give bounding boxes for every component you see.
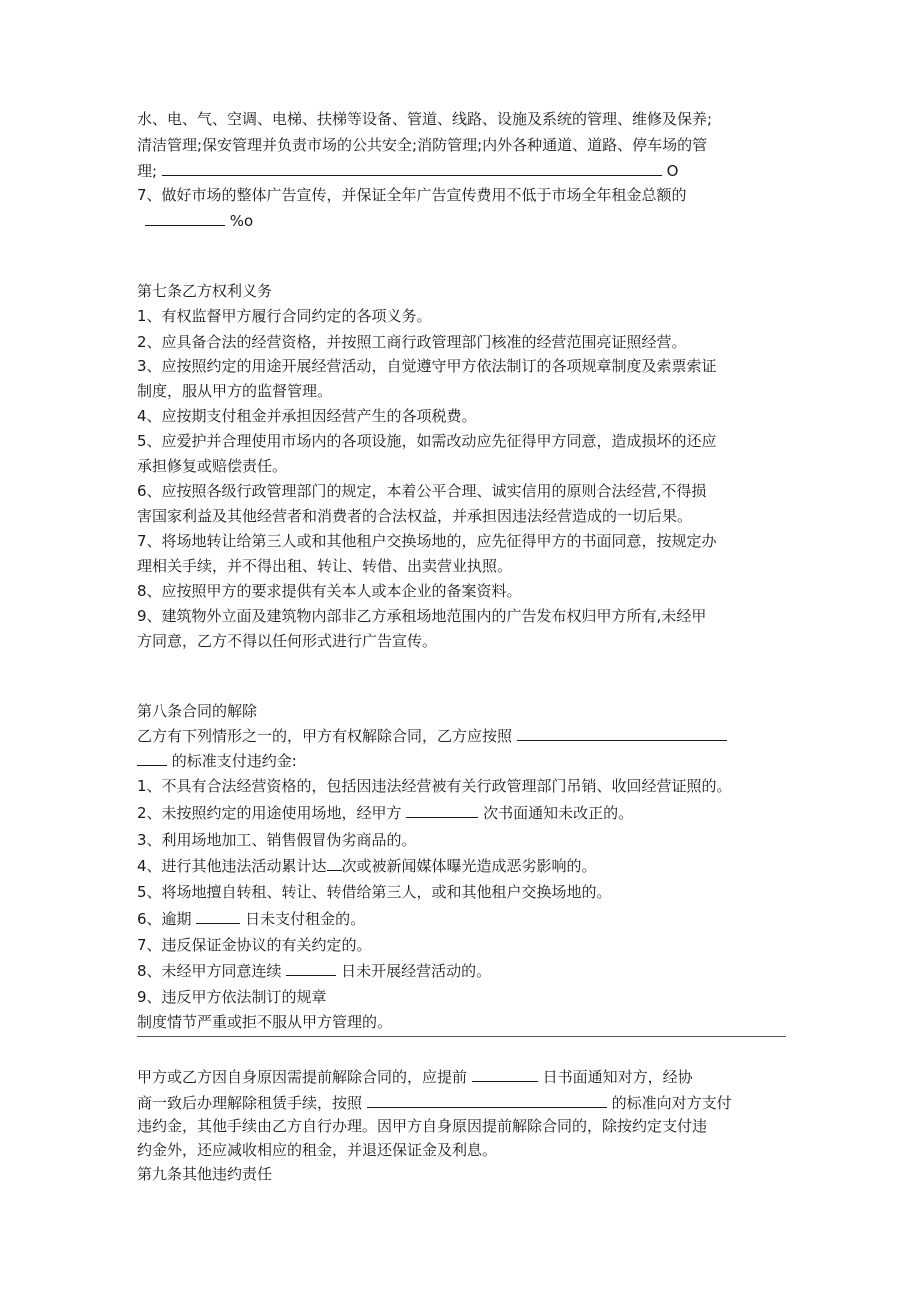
text-span: 的标准支付违约金: (171, 752, 297, 770)
text-span: 次或被新闻媒体曝光造成恶劣影响的。 (341, 857, 597, 875)
text-span: 理; (137, 162, 158, 180)
list-item: 理相关手续，并不得出租、转让、转借、出卖营业执照。 (137, 557, 513, 575)
list-item: 8、应按照甲方的要求提供有关本人或本企业的备案资料。 (137, 582, 522, 600)
text-span: 甲方或乙方因自身原因需提前解除合同的，应提前 (137, 1068, 468, 1086)
list-item: 3、利用场地加工、销售假冒伪劣商品的。 (137, 831, 417, 849)
text-line: 违约金，其他手续由乙方自行办理。因甲方自身原因提前解除合同的，除按约定支付违 (137, 1117, 708, 1135)
list-item: 方同意，乙方不得以任何形式进行广告宣传。 (137, 632, 438, 650)
blank-field (517, 725, 727, 741)
text-line: 水、电、气、空调、电梯、扶梯等设备、管道、线路、设施及系统的管理、维修及保养; (137, 110, 713, 128)
blank-field (286, 960, 336, 976)
text-span: 2、未按照约定的用途使用场地，经甲方 (137, 804, 402, 822)
text-span: 6、逾期 (137, 910, 192, 928)
text-span: %o (229, 212, 254, 230)
text-line (137, 1092, 732, 1114)
text-span: 的标准向对方支付 (611, 1094, 732, 1112)
list-item: 9、违反甲方依法制订的规章 (137, 988, 327, 1006)
text-span: 日未支付租金的。 (245, 910, 366, 928)
text-line (137, 725, 727, 747)
text-line: 清洁管理;保安管理并负责市场的公共安全;消防管理;内外各种通道、道路、停车场的管 (137, 136, 708, 154)
text-span: 次书面通知未改正的。 (483, 804, 634, 822)
blank-field (196, 908, 240, 924)
text-span: 8、未经甲方同意连续 (137, 962, 282, 980)
list-item: 5、应爱护并合理使用市场内的各项设施，如需改动应先征得甲方同意，造成损坏的还应 (137, 432, 717, 450)
list-item: 6、应按照各级行政管理部门的规定，本着公平合理、诚实信用的原则合法经营,不得损 (137, 482, 707, 500)
text-line: 约金外，还应减收相应的租金，并退还保证金及利息。 (137, 1141, 498, 1159)
list-item (137, 802, 633, 824)
blank-field (472, 1066, 538, 1082)
list-item: 5、将场地擅自转租、转让、转借给第三人，或和其他租户交换场地的。 (137, 883, 612, 901)
text-line (137, 750, 297, 772)
list-item: 害国家利益及其他经营者和消费者的合法权益，并承担因违法经营造成的一切后果。 (137, 507, 693, 525)
text-span: O (666, 162, 679, 180)
list-item: 1、有权监督甲方履行合同约定的各项义务。 (137, 307, 432, 325)
text-span: 商一致后办理解除租赁手续，按照 (137, 1094, 363, 1112)
list-item (137, 960, 491, 982)
section-title: 第九条其他违约责任 (137, 1165, 273, 1183)
list-item: 制度，服从甲方的监督管理。 (137, 382, 333, 400)
blank-field (162, 160, 662, 176)
list-item: 制度情节严重或拒不服从甲方管理的。 (137, 1013, 393, 1031)
list-item: 9、建筑物外立面及建筑物内部非乙方承租场地范围内的广告发布权归甲方所有,未经甲 (137, 607, 707, 625)
blank-field (145, 210, 225, 226)
list-item: 3、应按照约定的用途开展经营活动，自觉遵守甲方依法制订的各项规章制度及索票索证 (137, 357, 717, 375)
blank-field (137, 750, 167, 766)
text-line (137, 160, 678, 182)
list-item: 7、将场地转让给第三人或和其他租户交换场地的，应先征得甲方的书面同意，按规定办 (137, 532, 717, 550)
text-span: 乙方有下列情形之一的，甲方有权解除合同，乙方应按照 (137, 727, 513, 745)
blank-field (327, 855, 342, 871)
text-line (137, 1066, 693, 1088)
text-span: 4、进行其他违法活动累计达 (137, 857, 327, 875)
text-span: 日书面通知对方，经协 (542, 1068, 693, 1086)
blank-field (406, 802, 478, 818)
list-item: 4、应按期支付租金并承担因经营产生的各项税费。 (137, 407, 477, 425)
section-title: 第七条乙方权利义务 (137, 282, 273, 300)
text-line (145, 210, 253, 232)
list-item: 7、违反保证金协议的有关约定的。 (137, 936, 372, 954)
list-item (137, 855, 597, 877)
list-item: 承担修复或赔偿责任。 (137, 457, 288, 475)
list-item (137, 908, 365, 930)
blank-field (367, 1092, 607, 1108)
text-line: 7、做好市场的整体广告宣传，并保证全年广告宣传费用不低于市场全年租金总额的 (137, 186, 687, 204)
list-item: 1、不具有合法经营资格的，包括因违法经营被有关行政管理部门吊销、收回经营证照的。 (137, 777, 732, 795)
list-item: 2、应具备合法的经营资格，并按照工商行政管理部门核准的经营范围亮证照经营。 (137, 333, 687, 351)
section-title: 第八条合同的解除 (137, 702, 258, 720)
text-span: 日未开展经营活动的。 (341, 962, 492, 980)
divider (137, 1036, 786, 1037)
